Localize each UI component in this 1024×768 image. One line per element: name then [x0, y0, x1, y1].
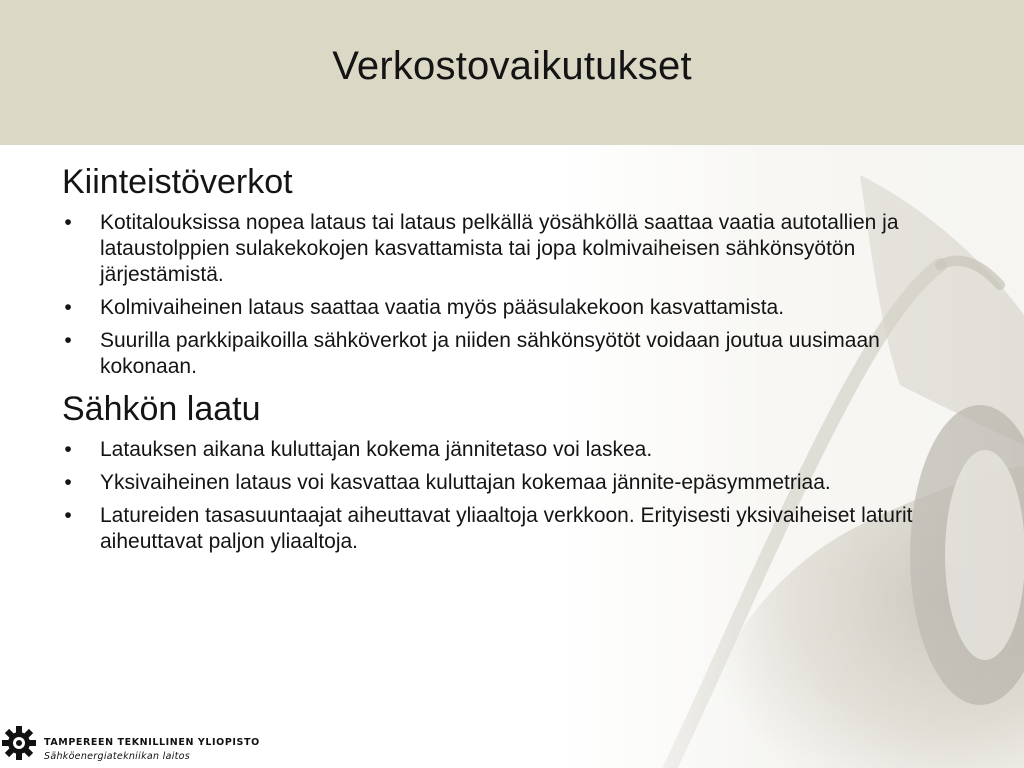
- university-logo: [0, 720, 260, 768]
- bullet-icon: •: [64, 504, 72, 527]
- bullet-icon: •: [64, 296, 72, 319]
- bullet-text: Suurilla parkkipaikoilla sähköverkot ja niiden sähkönsyötöt voidaan joutua uusimaan kokonaan.: [100, 329, 880, 378]
- slide-title: Verkostovaikutukset: [332, 44, 692, 88]
- bullet-list-kiinteistoverkot: [62, 210, 962, 380]
- bullet-item: [62, 470, 962, 496]
- bullet-icon: •: [64, 471, 72, 494]
- bullet-item: [62, 328, 962, 380]
- bullet-item: [62, 295, 962, 321]
- slide-content: [62, 160, 962, 562]
- bullet-icon: •: [64, 211, 72, 234]
- department-name: Sähköenergiatekniikan laitos: [44, 751, 191, 762]
- bullet-item: [62, 503, 962, 555]
- bullet-item: [62, 437, 962, 463]
- bullet-icon: •: [64, 329, 72, 352]
- bullet-text: Kolmivaiheinen lataus saattaa vaatia myös pääsulakekoon kasvattamista.: [100, 296, 785, 319]
- university-name: TAMPEREEN TEKNILLINEN YLIOPISTO: [44, 737, 260, 748]
- section-heading-sahkon-laatu: Sähkön laatu: [62, 390, 261, 428]
- bullet-text: Kotitalouksissa nopea lataus tai lataus pelkällä yösähköllä saattaa vaatia autotallien ja lataustolppien sulakekokojen kasvattamista tai jopa kolmivaiheisen sähkönsyötön järjestämistä.: [100, 211, 899, 286]
- bullet-text: Latureiden tasasuuntaajat aiheuttavat yliaaltoja verkkoon. Erityisesti yksivaiheiset laturit aiheuttavat paljon yliaaltoja.: [100, 504, 913, 553]
- bullet-list-sahkon-laatu: [62, 437, 962, 555]
- bullet-text: Latauksen aikana kuluttajan kokema jännitetaso voi laskea.: [100, 438, 653, 461]
- section-heading-kiinteistoverkot: Kiinteistöverkot: [62, 163, 293, 201]
- bullet-text: Yksivaiheinen lataus voi kasvattaa kuluttajan kokemaa jännite-epäsymmetriaa.: [100, 471, 831, 494]
- bullet-icon: •: [64, 438, 72, 461]
- bullet-item: [62, 210, 962, 288]
- gear-logo-icon: [2, 726, 36, 760]
